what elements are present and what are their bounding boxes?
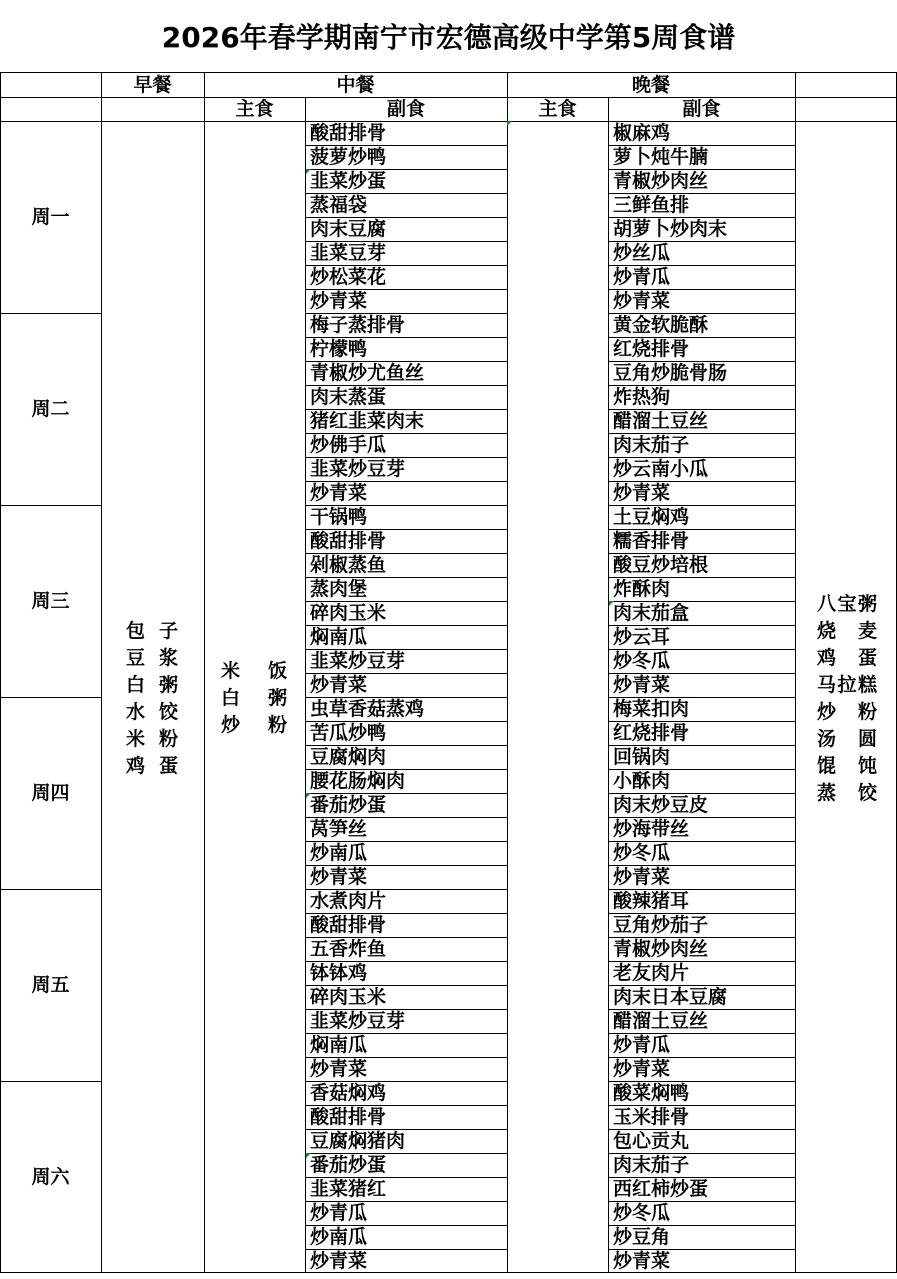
cell-note-marker — [306, 1153, 311, 1158]
lunch-dish: 番茄炒蛋 — [310, 1154, 387, 1176]
divider — [608, 913, 795, 914]
lunch-dish: 肉末蒸蛋 — [310, 386, 387, 408]
divider — [0, 72, 897, 73]
lunch-dish: 炒青菜 — [310, 866, 368, 888]
dinner-dish: 炒青瓜 — [613, 266, 671, 288]
divider — [305, 169, 507, 170]
divider — [795, 72, 796, 1273]
divider — [0, 889, 101, 890]
dinner-dish: 炸热狗 — [613, 386, 671, 408]
cell-note-marker — [609, 601, 614, 606]
divider — [608, 409, 795, 410]
day-label: 周三 — [31, 590, 70, 612]
menu-item: 炒粉 — [221, 714, 287, 736]
divider — [305, 913, 507, 914]
divider — [305, 1105, 507, 1106]
divider — [305, 721, 507, 722]
divider — [305, 409, 507, 410]
divider — [0, 505, 101, 506]
divider — [608, 1033, 795, 1034]
dinner-dish: 炒云耳 — [613, 626, 671, 648]
lunch-dish: 豆腐焖猪肉 — [310, 1130, 406, 1152]
divider — [305, 385, 507, 386]
divider — [608, 217, 795, 218]
page-title: 2026年春学期南宁市宏德高级中学第5周食谱 — [161, 21, 736, 54]
divider — [608, 721, 795, 722]
menu-item: 八宝粥 — [817, 593, 877, 615]
lunch-dish: 蒸肉堡 — [310, 578, 368, 600]
day-label: 周二 — [31, 398, 70, 420]
dinner-dish: 胡萝卜炒肉末 — [613, 218, 728, 240]
divider — [608, 889, 795, 890]
day-label: 周六 — [31, 1166, 70, 1188]
divider — [608, 1009, 795, 1010]
dinner-dish: 炒云南小瓜 — [613, 458, 709, 480]
divider — [305, 601, 507, 602]
lunch-dish: 韭菜炒豆芽 — [310, 1010, 406, 1032]
divider — [305, 361, 507, 362]
divider — [305, 697, 507, 698]
dinner-dish: 炒青菜 — [613, 482, 671, 504]
divider — [608, 865, 795, 866]
dinner-dish: 小酥肉 — [613, 770, 671, 792]
divider — [608, 1249, 795, 1250]
divider — [305, 1057, 507, 1058]
lunch-dish: 炒佛手瓜 — [310, 434, 387, 456]
divider — [305, 337, 507, 338]
lunch-dish: 焖南瓜 — [310, 1034, 368, 1056]
breakfast-items — [126, 618, 178, 780]
dinner-dish: 回锅肉 — [613, 746, 671, 768]
lunch-dish: 水煮肉片 — [310, 890, 387, 912]
divider — [305, 649, 507, 650]
divider — [305, 1201, 507, 1202]
divider — [608, 937, 795, 938]
divider — [608, 457, 795, 458]
dinner-dish: 肉末茄子 — [613, 1154, 690, 1176]
lunch-dish: 虫草香菇蒸鸡 — [310, 698, 425, 720]
cell-note-marker — [306, 169, 311, 174]
divider — [305, 1081, 507, 1082]
divider — [305, 265, 507, 266]
divider — [305, 889, 507, 890]
header-lunch-main: 主食 — [235, 98, 274, 120]
divider — [608, 313, 795, 314]
divider — [305, 313, 507, 314]
lunch-dish: 苦瓜炒鸭 — [310, 722, 387, 744]
divider — [608, 745, 795, 746]
dinner-dish: 豆角炒脆骨肠 — [613, 362, 728, 384]
dinner-dish: 炒青菜 — [613, 290, 671, 312]
lunch-dish: 炒青菜 — [310, 1058, 368, 1080]
dinner-dish: 糯香排骨 — [613, 530, 690, 552]
divider — [305, 745, 507, 746]
dinner-dish: 炒冬瓜 — [613, 650, 671, 672]
divider — [305, 1225, 507, 1226]
cell-note-marker — [507, 121, 512, 126]
divider — [305, 193, 507, 194]
dinner-dish: 炒青菜 — [613, 1250, 671, 1272]
lunch-dish: 碎肉玉米 — [310, 602, 387, 624]
lunch-dish: 腰花肠焖肉 — [310, 770, 406, 792]
divider — [507, 72, 508, 1273]
menu-item: 包子 — [126, 620, 178, 642]
menu-item: 汤圆 — [817, 728, 877, 750]
divider — [204, 97, 608, 98]
divider — [305, 1009, 507, 1010]
divider — [305, 553, 507, 554]
lunch-dish: 韭菜豆芽 — [310, 242, 387, 264]
divider — [608, 841, 795, 842]
divider — [305, 1129, 507, 1130]
dinner-dish: 炒海带丝 — [613, 818, 690, 840]
lunch-dish: 钵钵鸡 — [310, 962, 368, 984]
dinner-dish: 炒青菜 — [613, 1058, 671, 1080]
dinner-dish: 椒麻鸡 — [613, 122, 671, 144]
dinner-dish: 三鲜鱼排 — [613, 194, 690, 216]
header-lunch-side: 副食 — [386, 98, 425, 120]
dinner-dish: 酸豆炒培根 — [613, 554, 709, 576]
dinner-dish: 炒冬瓜 — [613, 842, 671, 864]
menu-item: 白粥 — [126, 674, 178, 696]
lunch-dish: 酸甜排骨 — [310, 530, 387, 552]
divider — [608, 289, 795, 290]
dinner-dish: 炒青菜 — [613, 674, 671, 696]
lunch-dish: 炒南瓜 — [310, 1226, 368, 1248]
divider — [608, 985, 795, 986]
dinner-dish: 红烧排骨 — [613, 722, 690, 744]
menu-item: 米粉 — [126, 728, 178, 750]
header-dinner: 晚餐 — [631, 74, 670, 96]
dinner-dish: 肉末茄盒 — [613, 602, 690, 624]
dinner-dish: 青椒炒肉丝 — [613, 938, 709, 960]
lunch-dish: 番茄炒蛋 — [310, 794, 387, 816]
menu-item: 烧麦 — [817, 620, 877, 642]
lunch-dish: 炒松菜花 — [310, 266, 387, 288]
lunch-dish: 炒南瓜 — [310, 842, 368, 864]
lunch-dish: 炒青菜 — [310, 1250, 368, 1272]
lunch-main-items — [221, 658, 287, 739]
divider — [608, 649, 795, 650]
divider — [305, 1153, 507, 1154]
divider — [608, 625, 795, 626]
divider — [608, 673, 795, 674]
divider — [0, 313, 101, 314]
divider — [608, 529, 795, 530]
lunch-dish: 豆腐焖肉 — [310, 746, 387, 768]
divider — [305, 625, 507, 626]
lunch-dish: 蒸福袋 — [310, 194, 368, 216]
dinner-dish: 西红柿炒蛋 — [613, 1178, 709, 1200]
lunch-dish: 酸甜排骨 — [310, 914, 387, 936]
header-dinner-main: 主食 — [538, 98, 577, 120]
dinner-dish: 酸辣猪耳 — [613, 890, 690, 912]
divider — [305, 841, 507, 842]
divider — [608, 1105, 795, 1106]
dinner-dish: 肉末日本豆腐 — [613, 986, 728, 1008]
lunch-dish: 炒青菜 — [310, 482, 368, 504]
dinner-dish: 炒丝瓜 — [613, 242, 671, 264]
divider — [305, 145, 507, 146]
lunch-dish: 炒青瓜 — [310, 1202, 368, 1224]
menu-item: 蒸饺 — [817, 782, 877, 804]
divider — [608, 1129, 795, 1130]
divider — [305, 961, 507, 962]
lunch-dish: 柠檬鸭 — [310, 338, 368, 360]
divider — [608, 265, 795, 266]
menu-item: 鸡蛋 — [817, 647, 877, 669]
lunch-dish: 韭菜炒豆芽 — [310, 650, 406, 672]
lunch-dish: 韭菜猪红 — [310, 1178, 387, 1200]
divider — [101, 72, 102, 1273]
dinner-dish: 青椒炒肉丝 — [613, 170, 709, 192]
lunch-dish: 肉末豆腐 — [310, 218, 387, 240]
divider — [305, 985, 507, 986]
menu-item: 白粥 — [221, 687, 287, 709]
menu-item: 米饭 — [221, 660, 287, 682]
divider — [608, 601, 795, 602]
menu-item: 马拉糕 — [817, 674, 877, 696]
dinner-dish: 豆角炒茄子 — [613, 914, 709, 936]
dinner-dish: 炒豆角 — [613, 1226, 671, 1248]
divider — [608, 793, 795, 794]
dinner-dish: 红烧排骨 — [613, 338, 690, 360]
divider — [0, 697, 101, 698]
menu-item: 豆浆 — [126, 647, 178, 669]
lunch-dish: 韭菜炒豆芽 — [310, 458, 406, 480]
dinner-dish: 包心贡丸 — [613, 1130, 690, 1152]
divider — [608, 1201, 795, 1202]
divider — [608, 361, 795, 362]
dinner-dish: 醋溜土豆丝 — [613, 410, 709, 432]
divider — [305, 673, 507, 674]
divider — [608, 577, 795, 578]
divider — [305, 1249, 507, 1250]
dinner-dish: 玉米排骨 — [613, 1106, 690, 1128]
divider — [608, 1057, 795, 1058]
lunch-dish: 干锅鸭 — [310, 506, 368, 528]
day-label: 周五 — [31, 974, 70, 996]
lunch-dish: 剁椒蒸鱼 — [310, 554, 387, 576]
lunch-dish: 韭菜炒蛋 — [310, 170, 387, 192]
divider — [305, 505, 507, 506]
dinner-dish: 萝卜炖牛腩 — [613, 146, 709, 168]
dinner-dish: 老友肉片 — [613, 962, 690, 984]
lunch-dish: 酸甜排骨 — [310, 1106, 387, 1128]
menu-item: 炒粉 — [817, 701, 877, 723]
divider — [608, 553, 795, 554]
divider — [608, 169, 795, 170]
lunch-dish: 炒青菜 — [310, 290, 368, 312]
dinner-dish: 梅菜扣肉 — [613, 698, 690, 720]
day-label: 周四 — [31, 782, 70, 804]
dinner-dish: 黄金软脆酥 — [613, 314, 709, 336]
divider — [608, 145, 795, 146]
day-label: 周一 — [31, 206, 70, 228]
divider — [608, 385, 795, 386]
divider — [608, 1177, 795, 1178]
divider — [305, 769, 507, 770]
divider — [608, 1225, 795, 1226]
divider — [608, 769, 795, 770]
menu-item: 鸡蛋 — [126, 755, 178, 777]
divider — [0, 1081, 101, 1082]
divider — [305, 457, 507, 458]
dinner-dish: 醋溜土豆丝 — [613, 1010, 709, 1032]
divider — [305, 433, 507, 434]
cell-note-marker — [306, 793, 311, 798]
divider — [608, 697, 795, 698]
divider — [608, 193, 795, 194]
lunch-dish: 青椒炒尤鱼丝 — [310, 362, 425, 384]
divider — [305, 793, 507, 794]
divider — [608, 241, 795, 242]
divider — [305, 577, 507, 578]
lunch-dish: 菠萝炒鸭 — [310, 146, 387, 168]
header-dinner-side: 副食 — [682, 98, 721, 120]
lunch-dish: 焖南瓜 — [310, 626, 368, 648]
lunch-dish: 炒青菜 — [310, 674, 368, 696]
divider — [305, 289, 507, 290]
lunch-dish: 梅子蒸排骨 — [310, 314, 406, 336]
divider — [305, 481, 507, 482]
dinner-dish: 肉末茄子 — [613, 434, 690, 456]
divider — [608, 337, 795, 338]
divider — [305, 1177, 507, 1178]
divider — [305, 865, 507, 866]
dinner-dish: 肉末炒豆皮 — [613, 794, 709, 816]
menu-item: 水饺 — [126, 701, 178, 723]
menu-item: 馄饨 — [817, 755, 877, 777]
lunch-dish: 莴笋丝 — [310, 818, 368, 840]
divider — [305, 529, 507, 530]
header-breakfast: 早餐 — [133, 74, 172, 96]
divider — [608, 1153, 795, 1154]
divider — [305, 217, 507, 218]
divider — [608, 481, 795, 482]
lunch-dish: 碎肉玉米 — [310, 986, 387, 1008]
dinner-dish: 土豆焖鸡 — [613, 506, 690, 528]
dinner-dish: 酸菜焖鸭 — [613, 1082, 690, 1104]
dinner-dish: 炸酥肉 — [613, 578, 671, 600]
lunch-dish: 猪红韭菜肉末 — [310, 410, 425, 432]
divider — [608, 433, 795, 434]
divider — [204, 72, 205, 1273]
divider — [305, 817, 507, 818]
lunch-dish: 酸甜排骨 — [310, 122, 387, 144]
lunch-dish: 五香炸鱼 — [310, 938, 387, 960]
divider — [305, 937, 507, 938]
divider — [608, 817, 795, 818]
lunch-dish: 香菇焖鸡 — [310, 1082, 387, 1104]
dinner-dish: 炒冬瓜 — [613, 1202, 671, 1224]
dinner-dish: 炒青瓜 — [613, 1034, 671, 1056]
header-lunch: 中餐 — [336, 74, 375, 96]
dinner-dish: 炒青菜 — [613, 866, 671, 888]
divider — [608, 505, 795, 506]
divider — [305, 241, 507, 242]
extra-items — [817, 591, 877, 807]
divider — [608, 961, 795, 962]
divider — [608, 1081, 795, 1082]
divider — [305, 1033, 507, 1034]
